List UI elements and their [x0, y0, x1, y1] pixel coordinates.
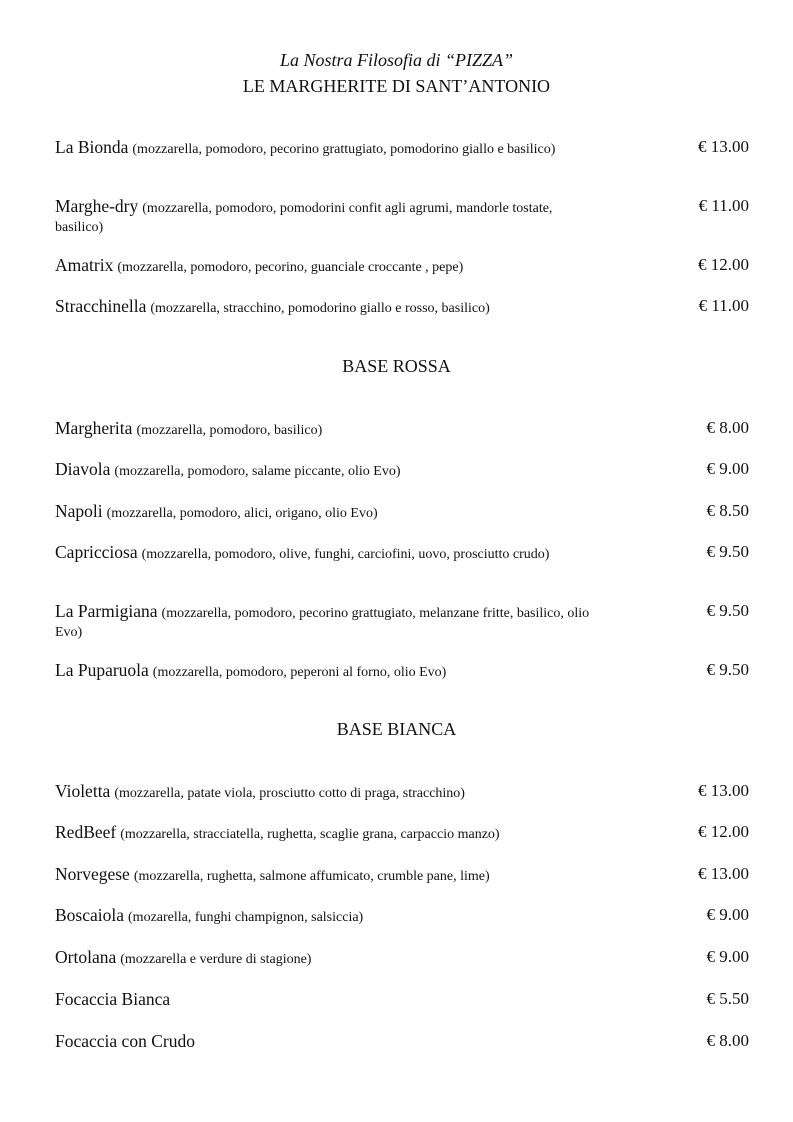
item-name: La Puparuola [55, 660, 149, 680]
menu-item [55, 1032, 749, 1052]
item-price: € 8.50 [706, 501, 749, 520]
item-name: Focaccia con Crudo [55, 1031, 195, 1051]
item-description: (mozzarella, pomodoro, peperoni al forno, olio Evo) [152, 665, 447, 680]
item-price: € 9.00 [706, 905, 749, 924]
item-name: La Parmigiana [55, 601, 158, 621]
menu-item [55, 990, 749, 1010]
item-name: La Bionda [55, 137, 129, 157]
menu-item [55, 256, 749, 277]
item-description: (mozzarella, pomodoro, olive, funghi, carciofini, uovo, prosciutto crudo) [141, 547, 550, 562]
item-price: € 9.50 [706, 542, 749, 561]
item-name: Norvegese [55, 864, 130, 884]
menu-item [55, 782, 749, 803]
menu-item [55, 419, 749, 440]
menu-item [55, 138, 749, 159]
item-price: € 8.00 [706, 1031, 749, 1050]
menu-item [55, 661, 749, 682]
menu-item [55, 502, 749, 523]
section-heading: BASE ROSSA [342, 356, 451, 376]
menu-item [55, 543, 749, 564]
item-name: Violetta [55, 781, 111, 801]
item-name: Diavola [55, 459, 111, 479]
item-description: (mozzarella, pomodoro, pecorino grattugiato, pomodorino giallo e basilico) [132, 142, 556, 157]
item-price: € 11.00 [698, 296, 749, 315]
section-heading: BASE BIANCA [336, 719, 457, 739]
item-description: (mozzarella, stracciatella, rughetta, scaglie grana, carpaccio manzo) [120, 827, 500, 842]
item-description: (mozzarella, pomodoro, salame piccante, olio Evo) [114, 464, 401, 479]
item-name: Ortolana [55, 947, 117, 967]
item-description: (mozzarella, stracchino, pomodorino giallo e rosso, basilico) [150, 301, 490, 316]
item-price: € 9.50 [706, 601, 749, 620]
item-description: (mozzarella, pomodoro, alici, origano, olio Evo) [106, 506, 378, 521]
menu-item [55, 602, 749, 642]
item-price: € 13.00 [698, 137, 749, 156]
menu-item [55, 948, 749, 969]
item-price: € 9.00 [706, 947, 749, 966]
item-name: Marghe-dry [55, 196, 139, 216]
menu-item [55, 460, 749, 481]
item-description: (mozzarella, pomodoro, pecorino grattugiato, melanzane fritte, basilico, olio Evo) [55, 606, 590, 640]
item-description: (mozarella, funghi champignon, salsiccia) [128, 910, 364, 925]
item-description: (mozzarella e verdure di stagione) [120, 952, 312, 967]
item-name: Stracchinella [55, 296, 147, 316]
item-price: € 11.00 [698, 196, 749, 215]
item-description: (mozzarella, pomodoro, basilico) [136, 423, 323, 438]
item-price: € 12.00 [698, 255, 749, 274]
menu-item [55, 823, 749, 844]
item-description: (mozzarella, pomodoro, pomodorini confit agli agrumi, mandorle tostate, basilico) [55, 201, 553, 235]
menu-title: LE MARGHERITE DI SANT’ANTONIO [242, 76, 551, 96]
item-price: € 9.00 [706, 459, 749, 478]
menu-item [55, 906, 749, 927]
item-name: Napoli [55, 501, 103, 521]
item-price: € 9.50 [706, 660, 749, 679]
item-description: (mozzarella, pomodoro, pecorino, guanciale croccante , pepe) [117, 260, 464, 275]
menu-item [55, 865, 749, 886]
item-price: € 8.00 [706, 418, 749, 437]
item-description: (mozzarella, patate viola, prosciutto cotto di praga, stracchino) [114, 786, 465, 801]
item-name: Focaccia Bianca [55, 989, 171, 1009]
menu-item [55, 297, 749, 318]
item-price: € 13.00 [698, 781, 749, 800]
menu-item [55, 197, 749, 237]
menu-subtitle: La Nostra Filosofia di “PIZZA” [279, 50, 514, 70]
item-price: € 13.00 [698, 864, 749, 883]
item-description: (mozzarella, rughetta, salmone affumicato, crumble pane, lime) [133, 869, 490, 884]
item-name: Capricciosa [55, 542, 138, 562]
item-name: Amatrix [55, 255, 114, 275]
item-name: Margherita [55, 418, 133, 438]
item-name: RedBeef [55, 822, 117, 842]
item-price: € 5.50 [706, 989, 749, 1008]
item-price: € 12.00 [698, 822, 749, 841]
item-name: Boscaiola [55, 905, 125, 925]
